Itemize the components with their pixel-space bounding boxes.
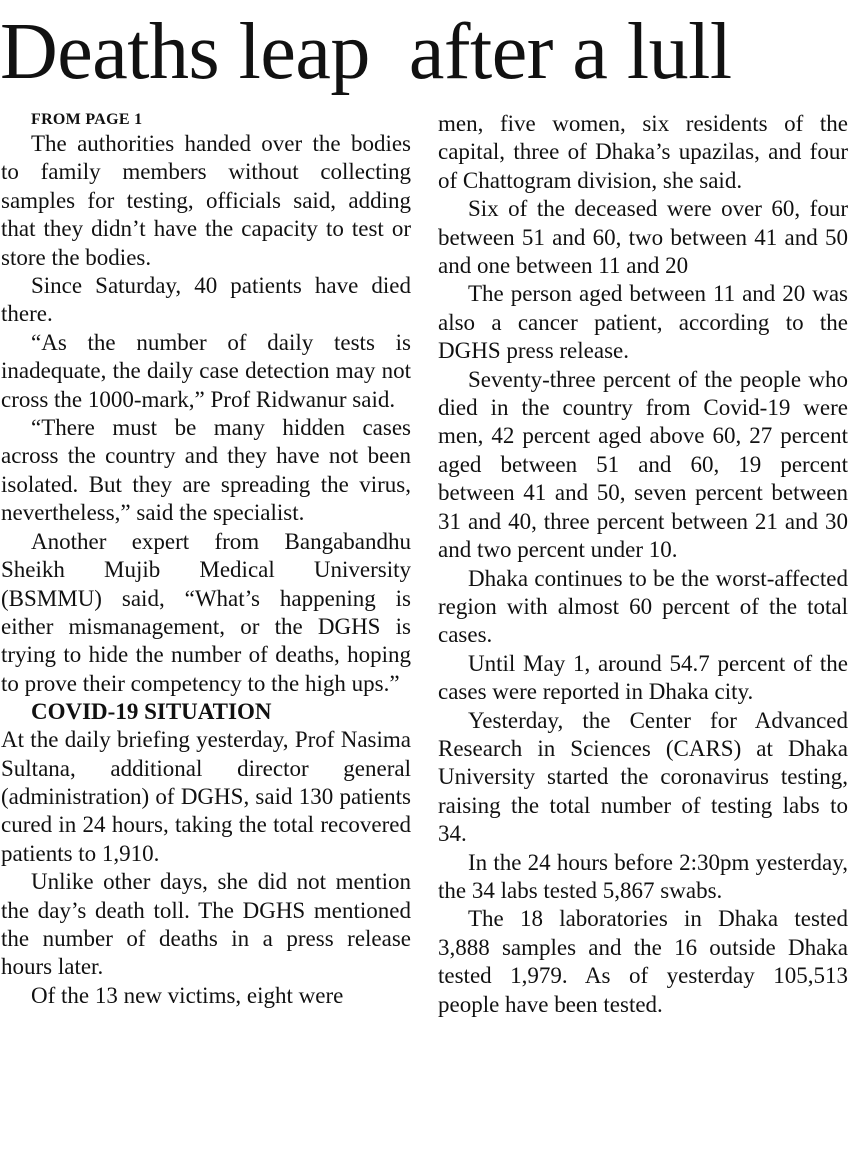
paragraph: The authorities handed over the bodies to family members without collecting samples for testing, officials said, adding that they didn’t have the capacity to test or store the bodies. (1, 131, 411, 270)
headline: Deaths leap after a lull (0, 8, 732, 96)
left-column (1, 110, 411, 1010)
paragraph: men, five women, six residents of the capital, three of Dhaka’s upazilas, and four of Chattogram division, she said. (438, 111, 848, 193)
paragraph: Of the 13 new victims, eight were (31, 982, 344, 1008)
kicker: FROM PAGE 1 (31, 111, 143, 128)
paragraph: “As the number of daily tests is inadequate, the daily case detection may not cross the 1000-mark,” Prof Ridwanur said. (1, 329, 411, 412)
paragraph: Until May 1, around 54.7 percent of the cases were reported in Dhaka city. (438, 650, 848, 705)
paragraph: In the 24 hours before 2:30pm yesterday, the 34 labs tested 5,867 swabs. (438, 849, 848, 903)
paragraph: The 18 laboratories in Dhaka tested 3,888 samples and the 16 outside Dhaka tested 1,979. As of yesterday 105,513 people have been tested. (438, 906, 848, 1017)
paragraph: Since Saturday, 40 patients have died there. (1, 273, 411, 327)
paragraph: At the daily briefing yesterday, Prof Nasima Sultana, additional director general (administration) of DGHS, said 130 patients cured in 24 hours, taking the total recovered patients to 1,910. (1, 727, 411, 866)
paragraph: The person aged between 11 and 20 was also a cancer patient, according to the DGHS press release. (438, 281, 848, 364)
right-column (438, 110, 848, 1019)
paragraph: Unlike other days, she did not mention the day’s death toll. The DGHS mentioned the number of deaths in a press release hours later. (1, 869, 411, 980)
paragraph: Six of the deceased were over 60, four between 51 and 60, two between 41 and 50 and one between 11 and 20 (438, 196, 848, 279)
paragraph: Yesterday, the Center for Advanced Research in Sciences (CARS) at Dhaka University started the coronavirus testing, raising the total number of testing labs to 34. (438, 707, 848, 847)
paragraph: “There must be many hidden cases across the country and they have not been isolated. But they are spreading the virus, nevertheless,” said the specialist. (1, 415, 411, 526)
paragraph: Dhaka continues to be the worst-affected region with almost 60 percent of the total cases. (438, 565, 848, 648)
paragraph: Another expert from Bangabandhu Sheikh Mujib Medical University (BSMMU) said, “What’s happening is either mismanagement, or the DGHS is trying to hide the number of deaths, hoping to prove their competency to the high ups.” (1, 528, 411, 696)
section-subhead: COVID-19 SITUATION (31, 699, 272, 725)
paragraph: Seventy-three percent of the people who died in the country from Covid-19 were men, 42 percent aged above 60, 27 percent aged between 51 and 60, 19 percent between 41 and 50, seven percent between 31 and 40, three percent between 21 and 30 and two percent under 10. (438, 366, 848, 563)
